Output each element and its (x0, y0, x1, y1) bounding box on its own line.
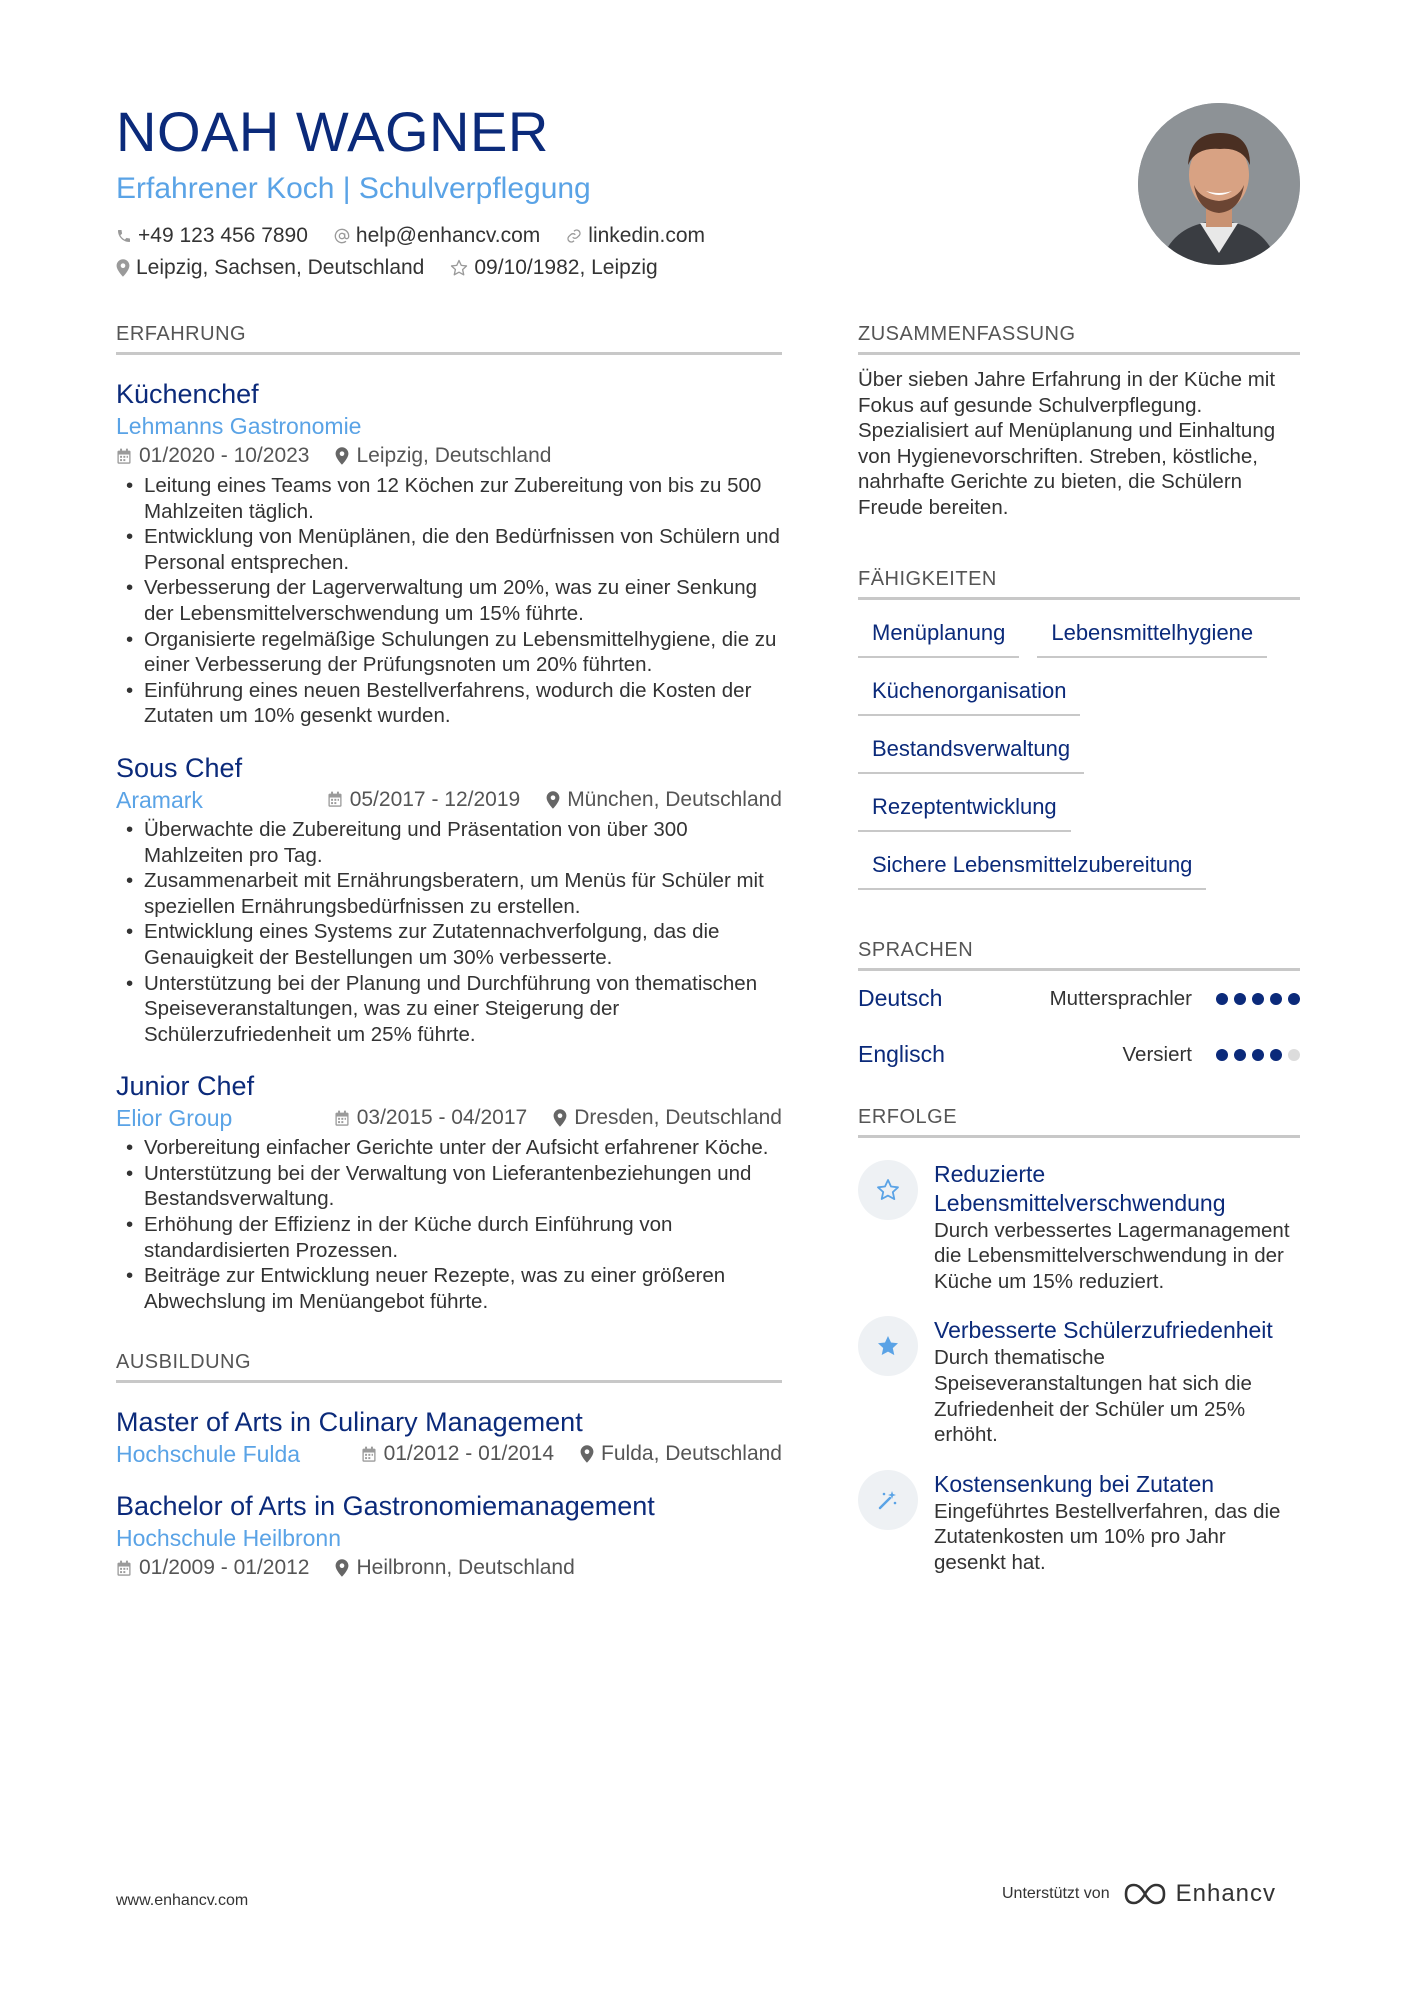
summary-section-title: ZUSAMMENFASSUNG (858, 320, 1300, 355)
job-title: Küchenchef (116, 379, 259, 409)
achievement-title: Reduzierte Lebensmittelverschwendung (934, 1160, 1226, 1216)
bullet-item: • Leitung eines Teams von 12 Köchen zur Zubereitung von bis zu 500 Mahlzeiten täglich. (116, 473, 782, 524)
location-pin-icon (335, 447, 349, 465)
achievement-item (858, 1316, 1300, 1447)
location-pin-icon (116, 259, 130, 277)
rating-dot-filled (1288, 993, 1300, 1005)
rating-dot-filled (1252, 1049, 1264, 1061)
contact-location (116, 256, 424, 280)
right-column (858, 320, 1300, 1576)
profile-photo (1138, 103, 1300, 265)
education-dates (361, 1439, 554, 1469)
degree-title: Bachelor of Arts in Gastronomiemanagement (116, 1491, 655, 1522)
contact-birth (450, 256, 657, 280)
job-meta (327, 785, 782, 815)
location-text: Dresden, Deutschland (574, 1106, 782, 1130)
job-dates (334, 1103, 527, 1133)
candidate-headline: Erfahrener Koch | Schulverpflegung (116, 172, 591, 205)
footer-branding (1002, 1880, 1276, 1908)
education-dates (116, 1553, 309, 1583)
contact-row-1 (116, 222, 1116, 250)
link-icon (566, 228, 582, 244)
language-right (1050, 987, 1300, 1011)
achievement-item (858, 1160, 1300, 1295)
education-meta (116, 1553, 782, 1583)
location-pin-icon (553, 1109, 567, 1127)
left-column (116, 320, 782, 1583)
avatar (1138, 103, 1300, 265)
degree-title: Master of Arts in Culinary Management (116, 1407, 583, 1438)
email-text: help@enhancv.com (355, 224, 541, 247)
bullet-item: • Unterstützung bei der Verwaltung von Lieferantenbeziehungen und Bestandsverwaltung. (116, 1161, 782, 1212)
language-name: Englisch (858, 1041, 945, 1068)
location-pin-icon (580, 1445, 594, 1463)
job-meta (116, 441, 782, 471)
candidate-name: NOAH WAGNER (116, 100, 549, 163)
rating-dot-filled (1270, 993, 1282, 1005)
location-text: Leipzig, Deutschland (356, 444, 552, 467)
achievement-icon-wrap (858, 1316, 918, 1376)
phone-icon (116, 228, 132, 244)
bullet-item: • Verbesserung der Lagerverwaltung um 20%, was zu einer Senkung der Lebensmittelverschwendung um 15% führte. (116, 575, 782, 626)
school-name: Hochschule Heilbronn (116, 1525, 342, 1552)
language-level: Versiert (1122, 1042, 1192, 1066)
contact-email[interactable] (334, 224, 540, 248)
achievement-icon-wrap (858, 1470, 918, 1530)
company-name: Elior Group (116, 1105, 233, 1132)
achievement-body (934, 1470, 1300, 1576)
job-entry (116, 751, 782, 1047)
star-outline-icon (876, 1178, 900, 1202)
job-meta (334, 1103, 782, 1133)
company-name: Lehmanns Gastronomie (116, 413, 362, 439)
location-text: Heilbronn, Deutschland (356, 1556, 575, 1580)
location-pin-icon (546, 791, 560, 809)
achievement-text: Durch verbessertes Lagermanagement die Lebensmittelverschwendung in der Küche um 15% reduziert. (934, 1218, 1290, 1293)
education-meta (361, 1439, 782, 1469)
achievement-text: Eingeführtes Bestellverfahren, das die Zutatenkosten um 10% pro Jahr gesenkt hat. (934, 1499, 1281, 1574)
contact-row-2 (116, 254, 1116, 282)
enhancv-logo-icon (1122, 1881, 1168, 1907)
language-row (858, 1027, 1300, 1083)
location-text: Fulda, Deutschland (601, 1442, 782, 1466)
skills-section-title: FÄHIGKEITEN (858, 565, 1300, 600)
rating-dot-filled (1216, 1049, 1228, 1061)
achievement-icon-wrap (858, 1160, 918, 1220)
birth-text: 09/10/1982, Leipzig (474, 256, 658, 279)
language-level: Muttersprachler (1049, 986, 1192, 1010)
calendar-icon (327, 791, 343, 808)
magic-wand-icon (876, 1488, 900, 1512)
school-name: Hochschule Fulda (116, 1441, 301, 1468)
location-text: München, Deutschland (567, 787, 782, 811)
job-location (553, 1103, 782, 1133)
dates-text: 01/2009 - 01/2012 (139, 1556, 310, 1580)
star-filled-icon (876, 1334, 900, 1358)
bullet-item: • Einführung eines neuen Bestellverfahrens, wodurch die Kosten der Zutaten um 10% gesenkt wurden. (116, 678, 782, 729)
education-location (580, 1439, 782, 1469)
calendar-icon (334, 1110, 350, 1127)
calendar-icon (361, 1446, 377, 1463)
achievements-section-title: ERFOLGE (858, 1103, 1300, 1138)
achievement-title: Kostensenkung bei Zutaten (934, 1470, 1215, 1497)
rating-dot-empty (1288, 1049, 1300, 1061)
calendar-icon (116, 1560, 132, 1577)
summary-text: Über sieben Jahre Erfahrung in der Küche mit Fokus auf gesunde Schulverpflegung. Spezialisiert auf Menüplanung und Einhaltung von Hygienevorschriften. Streben, köstliche, nahrhafte Gerichte zu bieten, die Schülern Freude bereiten. (858, 368, 1276, 519)
job-entry (116, 1069, 782, 1314)
rating-dot-filled (1270, 1049, 1282, 1061)
company-meta-row (116, 785, 782, 815)
bullet-item: • Vorbereitung einfacher Gerichte unter der Aufsicht erfahrener Köche. (116, 1135, 782, 1161)
language-rating (1210, 993, 1300, 1005)
dates-text: 03/2015 - 04/2017 (356, 1106, 528, 1130)
job-dates (327, 785, 520, 815)
bullet-item: • Unterstützung bei der Planung und Durchführung von thematischen Speiseveranstaltungen, was zu einer Steigerung der Schülerzufriedenheit um 25% führte. (116, 971, 782, 1048)
job-bullets (116, 473, 782, 729)
job-location (546, 785, 782, 815)
brand-name: Enhancv (1175, 1880, 1277, 1907)
resume-header (116, 100, 1116, 282)
job-title: Junior Chef (116, 1071, 255, 1102)
contact-phone[interactable] (116, 224, 308, 248)
language-row (858, 971, 1300, 1027)
achievement-item (858, 1470, 1300, 1576)
skill-tag: Lebensmittelhygiene (1037, 612, 1267, 658)
rating-dot-filled (1234, 993, 1246, 1005)
bullet-item: • Zusammenarbeit mit Ernährungsberatern, um Menüs für Schüler mit speziellen Ernährungsbedürfnissen zu erstellen. (116, 868, 782, 919)
powered-by-text: Unterstützt von (1002, 1885, 1110, 1902)
bullet-item: • Beiträge zur Entwicklung neuer Rezepte, was zu einer größeren Abwechslung im Menüangebot führte. (116, 1263, 782, 1314)
skill-tag: Rezeptentwicklung (858, 786, 1071, 832)
job-entry (116, 377, 782, 729)
linkedin-text: linkedin.com (588, 224, 706, 247)
achievement-title: Verbesserte Schülerzufriedenheit (934, 1317, 1273, 1344)
education-entry (116, 1489, 782, 1583)
company-meta-row (116, 1103, 782, 1133)
education-location (335, 1553, 574, 1583)
bullet-item: • Erhöhung der Effizienz in der Küche durch Einführung von standardisierten Prozessen. (116, 1212, 782, 1263)
skill-tag: Küchenorganisation (858, 670, 1080, 716)
job-location (335, 441, 551, 471)
language-name: Deutsch (858, 985, 943, 1012)
phone-text: +49 123 456 7890 (138, 224, 308, 247)
language-right (1123, 1043, 1301, 1067)
dates-text: 01/2012 - 01/2014 (383, 1442, 555, 1466)
job-title: Sous Chef (116, 752, 243, 783)
bullet-item: • Überwachte die Zubereitung und Präsentation von über 300 Mahlzeiten pro Tag. (116, 817, 782, 868)
skill-tag: Bestandsverwaltung (858, 728, 1084, 774)
language-rating (1210, 1049, 1300, 1061)
bullet-item: • Entwicklung von Menüplänen, die den Bedürfnissen von Schülern und Personal entsprechen. (116, 524, 782, 575)
bullet-item: • Organisierte regelmäßige Schulungen zu Lebensmittelhygiene, die zu einer Verbesserung der Prüfungsnoten um 20% führten. (116, 627, 782, 678)
job-dates (116, 441, 309, 471)
contact-linkedin[interactable] (566, 224, 705, 248)
dates-text: 05/2017 - 12/2019 (349, 787, 521, 811)
education-section-title: AUSBILDUNG (116, 1348, 782, 1383)
dates-text: 01/2020 - 10/2023 (139, 444, 310, 467)
experience-section-title: ERFAHRUNG (116, 320, 782, 355)
skill-tag: Sichere Lebensmittelzubereitung (858, 844, 1206, 890)
company-name: Aramark (116, 786, 203, 813)
job-bullets (116, 1135, 782, 1314)
education-entry (116, 1405, 782, 1469)
footer-website[interactable]: www.enhancv.com (116, 1892, 249, 1909)
achievement-text: Durch thematische Speiseveranstaltungen hat sich die Zufriedenheit der Schüler um 25% erhöht. (934, 1346, 1252, 1447)
achievement-body (934, 1160, 1300, 1295)
achievement-body (934, 1316, 1300, 1447)
school-meta-row (116, 1439, 782, 1469)
rating-dot-filled (1216, 993, 1228, 1005)
languages-section-title: SPRACHEN (858, 936, 1300, 971)
rating-dot-filled (1234, 1049, 1246, 1061)
star-outline-icon (450, 259, 468, 277)
calendar-icon (116, 448, 132, 465)
location-text: Leipzig, Sachsen, Deutschland (136, 256, 425, 279)
location-pin-icon (335, 1559, 349, 1577)
at-icon (334, 228, 350, 244)
skills-list (858, 612, 1300, 902)
rating-dot-filled (1252, 993, 1264, 1005)
skill-tag: Menüplanung (858, 612, 1019, 658)
bullet-item: • Entwicklung eines Systems zur Zutatennachverfolgung, das die Genauigkeit der Bestellungen um 30% verbesserte. (116, 919, 782, 970)
job-bullets (116, 817, 782, 1047)
